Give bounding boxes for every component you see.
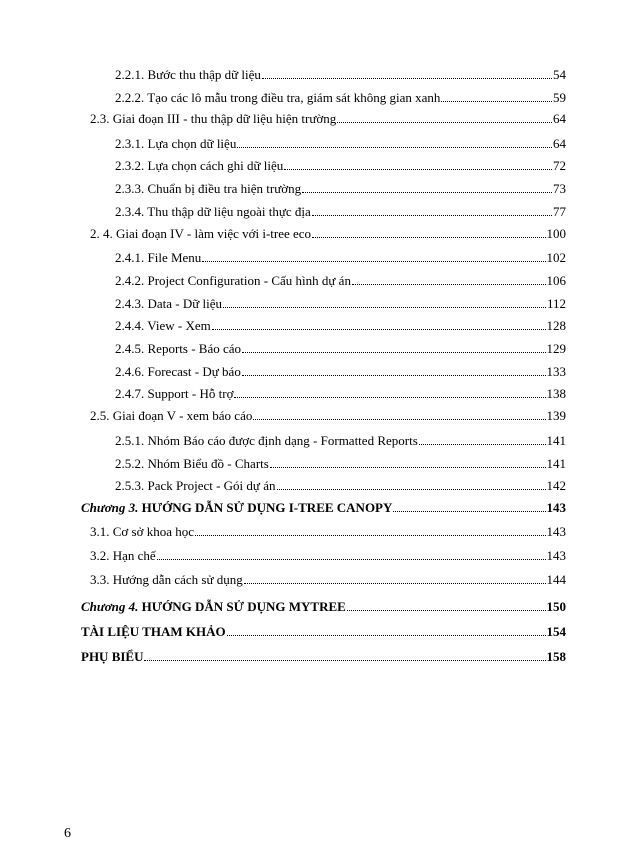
- toc-entry: [115, 451, 566, 471]
- toc-entry-text: 2.5.1. Nhóm Báo cáo được định dạng - Formatted Reports: [115, 433, 418, 448]
- toc-entry: [90, 106, 566, 126]
- dot-leader: [284, 168, 552, 170]
- toc-entry-title: [115, 296, 222, 311]
- toc-entry-title: [115, 67, 261, 82]
- toc-entry-title: [90, 226, 311, 241]
- toc-entry-page: 64: [553, 111, 566, 126]
- toc-entry-title: [90, 111, 336, 126]
- toc-entry-title: [90, 408, 252, 423]
- chapter-prefix: Chương 4.: [81, 599, 139, 614]
- toc-entry-text: 2.4.1. File Menu: [115, 250, 202, 265]
- dot-leader: [242, 351, 545, 353]
- dot-leader: [347, 609, 546, 611]
- toc-entry-page: 54: [553, 67, 566, 82]
- toc-entry-title: [115, 478, 276, 493]
- toc-entry: [90, 543, 566, 563]
- toc-entry-text: 2.5.2. Nhóm Biểu đồ - Charts: [115, 456, 269, 471]
- toc-entry-title: [115, 158, 283, 173]
- dot-leader: [237, 146, 552, 148]
- toc-entry-text: 2.2.1. Bước thu thập dữ liệu: [115, 67, 261, 82]
- toc-entry-page: 100: [546, 226, 566, 241]
- toc-entry-title: [81, 649, 143, 664]
- toc-entry-text: HƯỚNG DẪN SỬ DỤNG MYTREE: [138, 599, 346, 614]
- toc-chapter-entry: [81, 594, 566, 614]
- dot-leader: [195, 534, 545, 536]
- toc-entry-title: [81, 624, 226, 639]
- toc-entry-title: [115, 456, 269, 471]
- toc-entry: [115, 153, 566, 173]
- toc-entry: [115, 268, 566, 288]
- toc-entry-title: [115, 433, 418, 448]
- toc-entry: [115, 131, 566, 151]
- toc-entry-title: [115, 204, 311, 219]
- toc-entry-page: 129: [546, 341, 566, 356]
- toc-entry-page: 102: [546, 250, 566, 265]
- toc-chapter-entry: [81, 619, 566, 639]
- toc-entry: [115, 428, 566, 448]
- dot-leader: [337, 121, 552, 123]
- dot-leader: [202, 260, 545, 262]
- toc-entry-page: 144: [546, 572, 566, 587]
- toc-entry: [115, 381, 566, 401]
- toc-entry-page: 141: [546, 433, 566, 448]
- toc-entry-text: 2. 4. Giai đoạn IV - làm việc với i-tree eco: [90, 226, 312, 241]
- dot-leader: [242, 374, 546, 376]
- toc-entry-title: [90, 524, 194, 539]
- toc-entry-text: 2.3.3. Chuẩn bị điều tra hiện trường: [115, 181, 302, 196]
- toc-entry-text: PHỤ BIỂU: [81, 649, 144, 664]
- toc-entry-text: 2.4.2. Project Configuration - Cấu hình dự án: [115, 273, 351, 288]
- toc-entry-page: 64: [553, 136, 566, 151]
- toc-entry: [115, 359, 566, 379]
- toc-entry: [90, 221, 566, 241]
- toc-entry-page: 112: [546, 296, 566, 311]
- toc-entry-title: [115, 341, 241, 356]
- toc-entry-text: 3.2. Hạn chế: [90, 548, 156, 563]
- toc-chapter-entry: [81, 495, 566, 515]
- dot-leader: [277, 488, 546, 490]
- toc-entry-page: 138: [546, 386, 566, 401]
- dot-leader: [352, 283, 546, 285]
- dot-leader: [312, 236, 545, 238]
- toc-entry-text: 2.4.6. Forecast - Dự báo: [115, 364, 241, 379]
- toc-entry-text: TÀI LIỆU THAM KHẢO: [81, 624, 226, 639]
- toc-entry-page: 73: [553, 181, 566, 196]
- dot-leader: [244, 582, 546, 584]
- toc-entry-title: [90, 572, 243, 587]
- toc-entry-text: 2.3. Giai đoạn III - thu thập dữ liệu hiện trường: [90, 111, 337, 126]
- toc-entry-page: 77: [553, 204, 566, 219]
- dot-leader: [393, 510, 545, 512]
- dot-leader: [223, 306, 546, 308]
- toc-entry: [115, 336, 566, 356]
- dot-leader: [157, 558, 546, 560]
- toc-entry-title: [115, 250, 201, 265]
- dot-leader: [419, 443, 546, 445]
- dot-leader: [234, 396, 545, 398]
- chapter-prefix: Chương 3.: [81, 500, 139, 515]
- toc-entry: [115, 199, 566, 219]
- toc-entry-page: 106: [546, 273, 566, 288]
- toc-entry-page: 143: [546, 548, 566, 563]
- toc-entry: [115, 62, 566, 82]
- toc-chapter-entry: [81, 644, 566, 664]
- toc-entry-page: 141: [546, 456, 566, 471]
- toc-entry-title: [115, 136, 236, 151]
- toc-entry: [115, 473, 566, 493]
- toc-entry-page: 128: [546, 318, 566, 333]
- toc-entry-page: 72: [553, 158, 566, 173]
- toc-entry: [90, 403, 566, 423]
- toc-entry: [115, 176, 566, 196]
- dot-leader: [253, 418, 545, 420]
- toc-entry-text: 2.5.3. Pack Project - Gói dự án: [115, 478, 276, 493]
- toc-entry: [90, 519, 566, 539]
- toc-entry-title: [115, 386, 233, 401]
- dot-leader: [144, 659, 545, 661]
- toc-entry-text: 3.3. Hướng dẫn cách sử dụng: [90, 572, 243, 587]
- toc-entry-page: 139: [546, 408, 566, 423]
- toc-entry: [115, 313, 566, 333]
- toc-entry-text: 2.4.3. Data - Dữ liệu: [115, 296, 223, 311]
- toc-entry-title: [81, 500, 392, 515]
- toc-entry-text: 2.2.2. Tạo các lô mẫu trong điều tra, giám sát không gian xanh: [115, 90, 441, 105]
- toc-entry-title: [115, 318, 211, 333]
- toc-entry-page: 154: [546, 624, 566, 639]
- dot-leader: [441, 100, 552, 102]
- page-number: 6: [64, 826, 71, 841]
- toc-entry-text: 2.3.4. Thu thập dữ liệu ngoài thực địa: [115, 204, 311, 219]
- toc-entry-page: 158: [546, 649, 566, 664]
- toc-entry-title: [81, 599, 346, 614]
- toc-entry: [115, 245, 566, 265]
- toc-entry-text: 2.3.2. Lựa chọn cách ghi dữ liệu: [115, 158, 284, 173]
- toc-entry-title: [115, 273, 351, 288]
- toc-entry-text: 2.4.7. Support - Hỗ trợ: [115, 386, 234, 401]
- toc-entry: [90, 567, 566, 587]
- toc-entry-page: 143: [546, 500, 566, 515]
- toc-entry-title: [115, 90, 440, 105]
- dot-leader: [270, 466, 546, 468]
- toc-entry-text: 2.4.5. Reports - Báo cáo: [115, 341, 242, 356]
- toc-entry-text: 2.4.4. View - Xem: [115, 318, 211, 333]
- toc-entry-page: 143: [546, 524, 566, 539]
- toc-entry-page: 142: [546, 478, 566, 493]
- toc-entry-title: [115, 364, 241, 379]
- toc-entry-text: 3.1. Cơ sở khoa học: [90, 524, 195, 539]
- toc-entry-page: 59: [553, 90, 566, 105]
- toc-entry-page: 150: [546, 599, 566, 614]
- dot-leader: [302, 191, 552, 193]
- dot-leader: [262, 77, 552, 79]
- toc-entry-title: [115, 181, 301, 196]
- toc-entry-title: [90, 548, 156, 563]
- dot-leader: [312, 214, 552, 216]
- toc-entry: [115, 85, 566, 105]
- toc-entry-text: 2.3.1. Lựa chọn dữ liệu: [115, 136, 237, 151]
- dot-leader: [227, 634, 546, 636]
- toc-entry: [115, 291, 566, 311]
- toc-entry-text: HƯỚNG DẪN SỬ DỤNG I-TREE CANOPY: [138, 500, 393, 515]
- toc-entry-text: 2.5. Giai đoạn V - xem báo cáo: [90, 408, 253, 423]
- dot-leader: [212, 328, 546, 330]
- toc-entry-page: 133: [546, 364, 566, 379]
